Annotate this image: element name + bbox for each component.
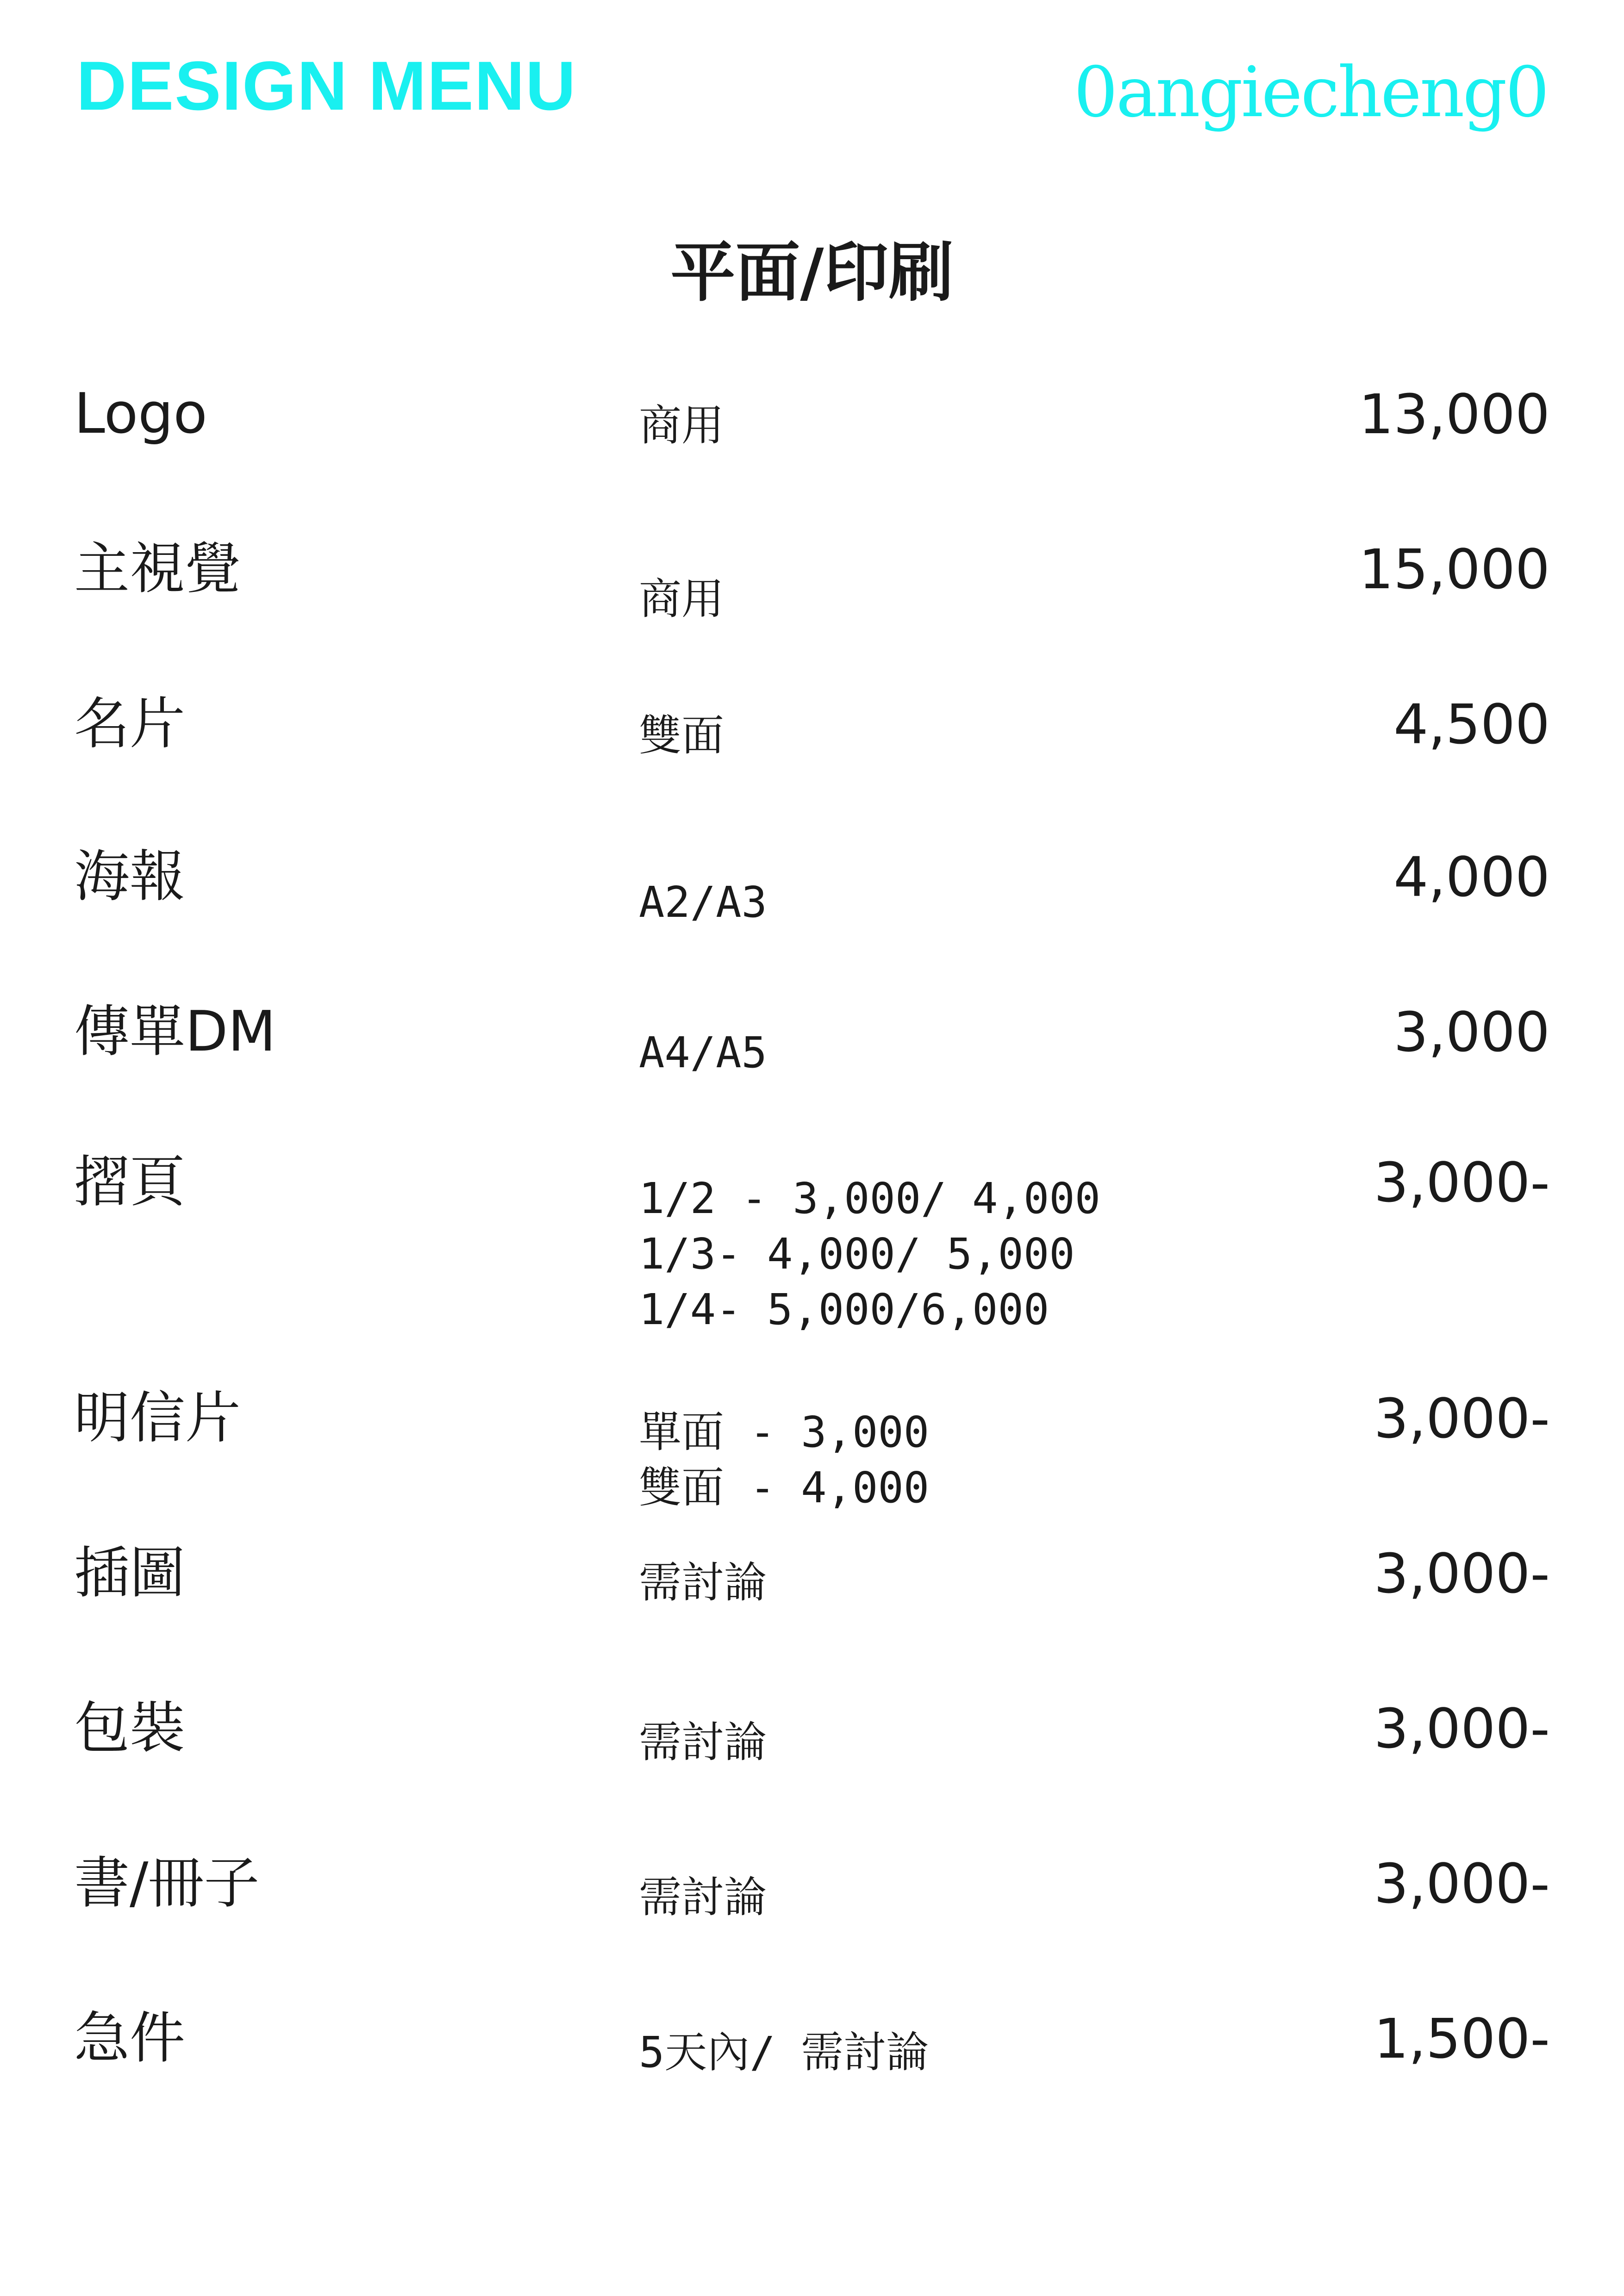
item-note <box>639 1171 1100 1338</box>
item-name: 主視覺 <box>74 537 241 601</box>
item-note-line: 需討論 <box>639 1717 767 1767</box>
item-price: 3,000- <box>1374 1697 1550 1761</box>
item-note-line: 商用 <box>639 401 725 450</box>
item-price: 4,500 <box>1393 692 1550 756</box>
item-price: 1,500- <box>1374 2007 1550 2071</box>
item-note-line: 1/2 - 3,000/ 4,000 <box>639 1174 1100 1223</box>
item-name: 明信片 <box>74 1386 241 1450</box>
item-note <box>639 572 724 627</box>
item-note-line: 單面 - 3,000 <box>639 1407 930 1457</box>
item-price: 3,000- <box>1374 1151 1550 1214</box>
item-name: 書/冊子 <box>74 1851 260 1916</box>
item-note-line: A2/A3 <box>639 877 767 927</box>
section-title: 平面/印刷 <box>670 235 954 311</box>
item-note <box>639 1715 767 1770</box>
item-name: 急件 <box>74 2006 185 2071</box>
item-note-line: 雙面 <box>639 711 725 760</box>
item-note <box>639 398 724 454</box>
item-price: 3,000- <box>1374 1852 1550 1916</box>
item-name: 海報 <box>74 845 185 909</box>
item-name: 摺頁 <box>74 1150 185 1214</box>
item-note-line: A4/A5 <box>639 1028 767 1077</box>
item-note-line: 需討論 <box>639 1873 767 1922</box>
item-note-line: 1/4- 5,000/6,000 <box>639 1285 1049 1334</box>
item-name: Logo <box>74 382 207 446</box>
item-note <box>639 1870 767 1925</box>
item-name: 插圖 <box>74 1541 185 1605</box>
item-note <box>639 1025 767 1081</box>
menu-title: DESIGN MENU <box>76 47 577 124</box>
item-note <box>639 875 767 930</box>
item-price: 3,000- <box>1374 1387 1550 1450</box>
item-note <box>639 1555 767 1611</box>
item-note <box>639 2025 929 2080</box>
item-note-line: 1/3- 4,000/ 5,000 <box>639 1229 1075 1279</box>
item-note-line: 商用 <box>639 574 725 624</box>
item-note-line: 雙面 - 4,000 <box>639 1463 930 1512</box>
item-name: 包裝 <box>74 1696 185 1761</box>
item-price: 15,000 <box>1359 537 1550 601</box>
item-price: 3,000- <box>1374 1542 1550 1605</box>
item-price: 13,000 <box>1359 382 1550 446</box>
item-price: 4,000 <box>1393 845 1550 909</box>
item-note <box>639 708 724 764</box>
item-price: 3,000 <box>1393 1000 1550 1064</box>
item-note-line: 5天內/ 需討論 <box>639 2028 929 2077</box>
item-name: 傳單DM <box>74 1000 276 1064</box>
item-note-line: 需討論 <box>639 1558 767 1607</box>
brand-name: 0angiecheng0 <box>1074 52 1548 133</box>
item-note <box>639 1405 929 1516</box>
item-name: 名片 <box>74 692 185 756</box>
